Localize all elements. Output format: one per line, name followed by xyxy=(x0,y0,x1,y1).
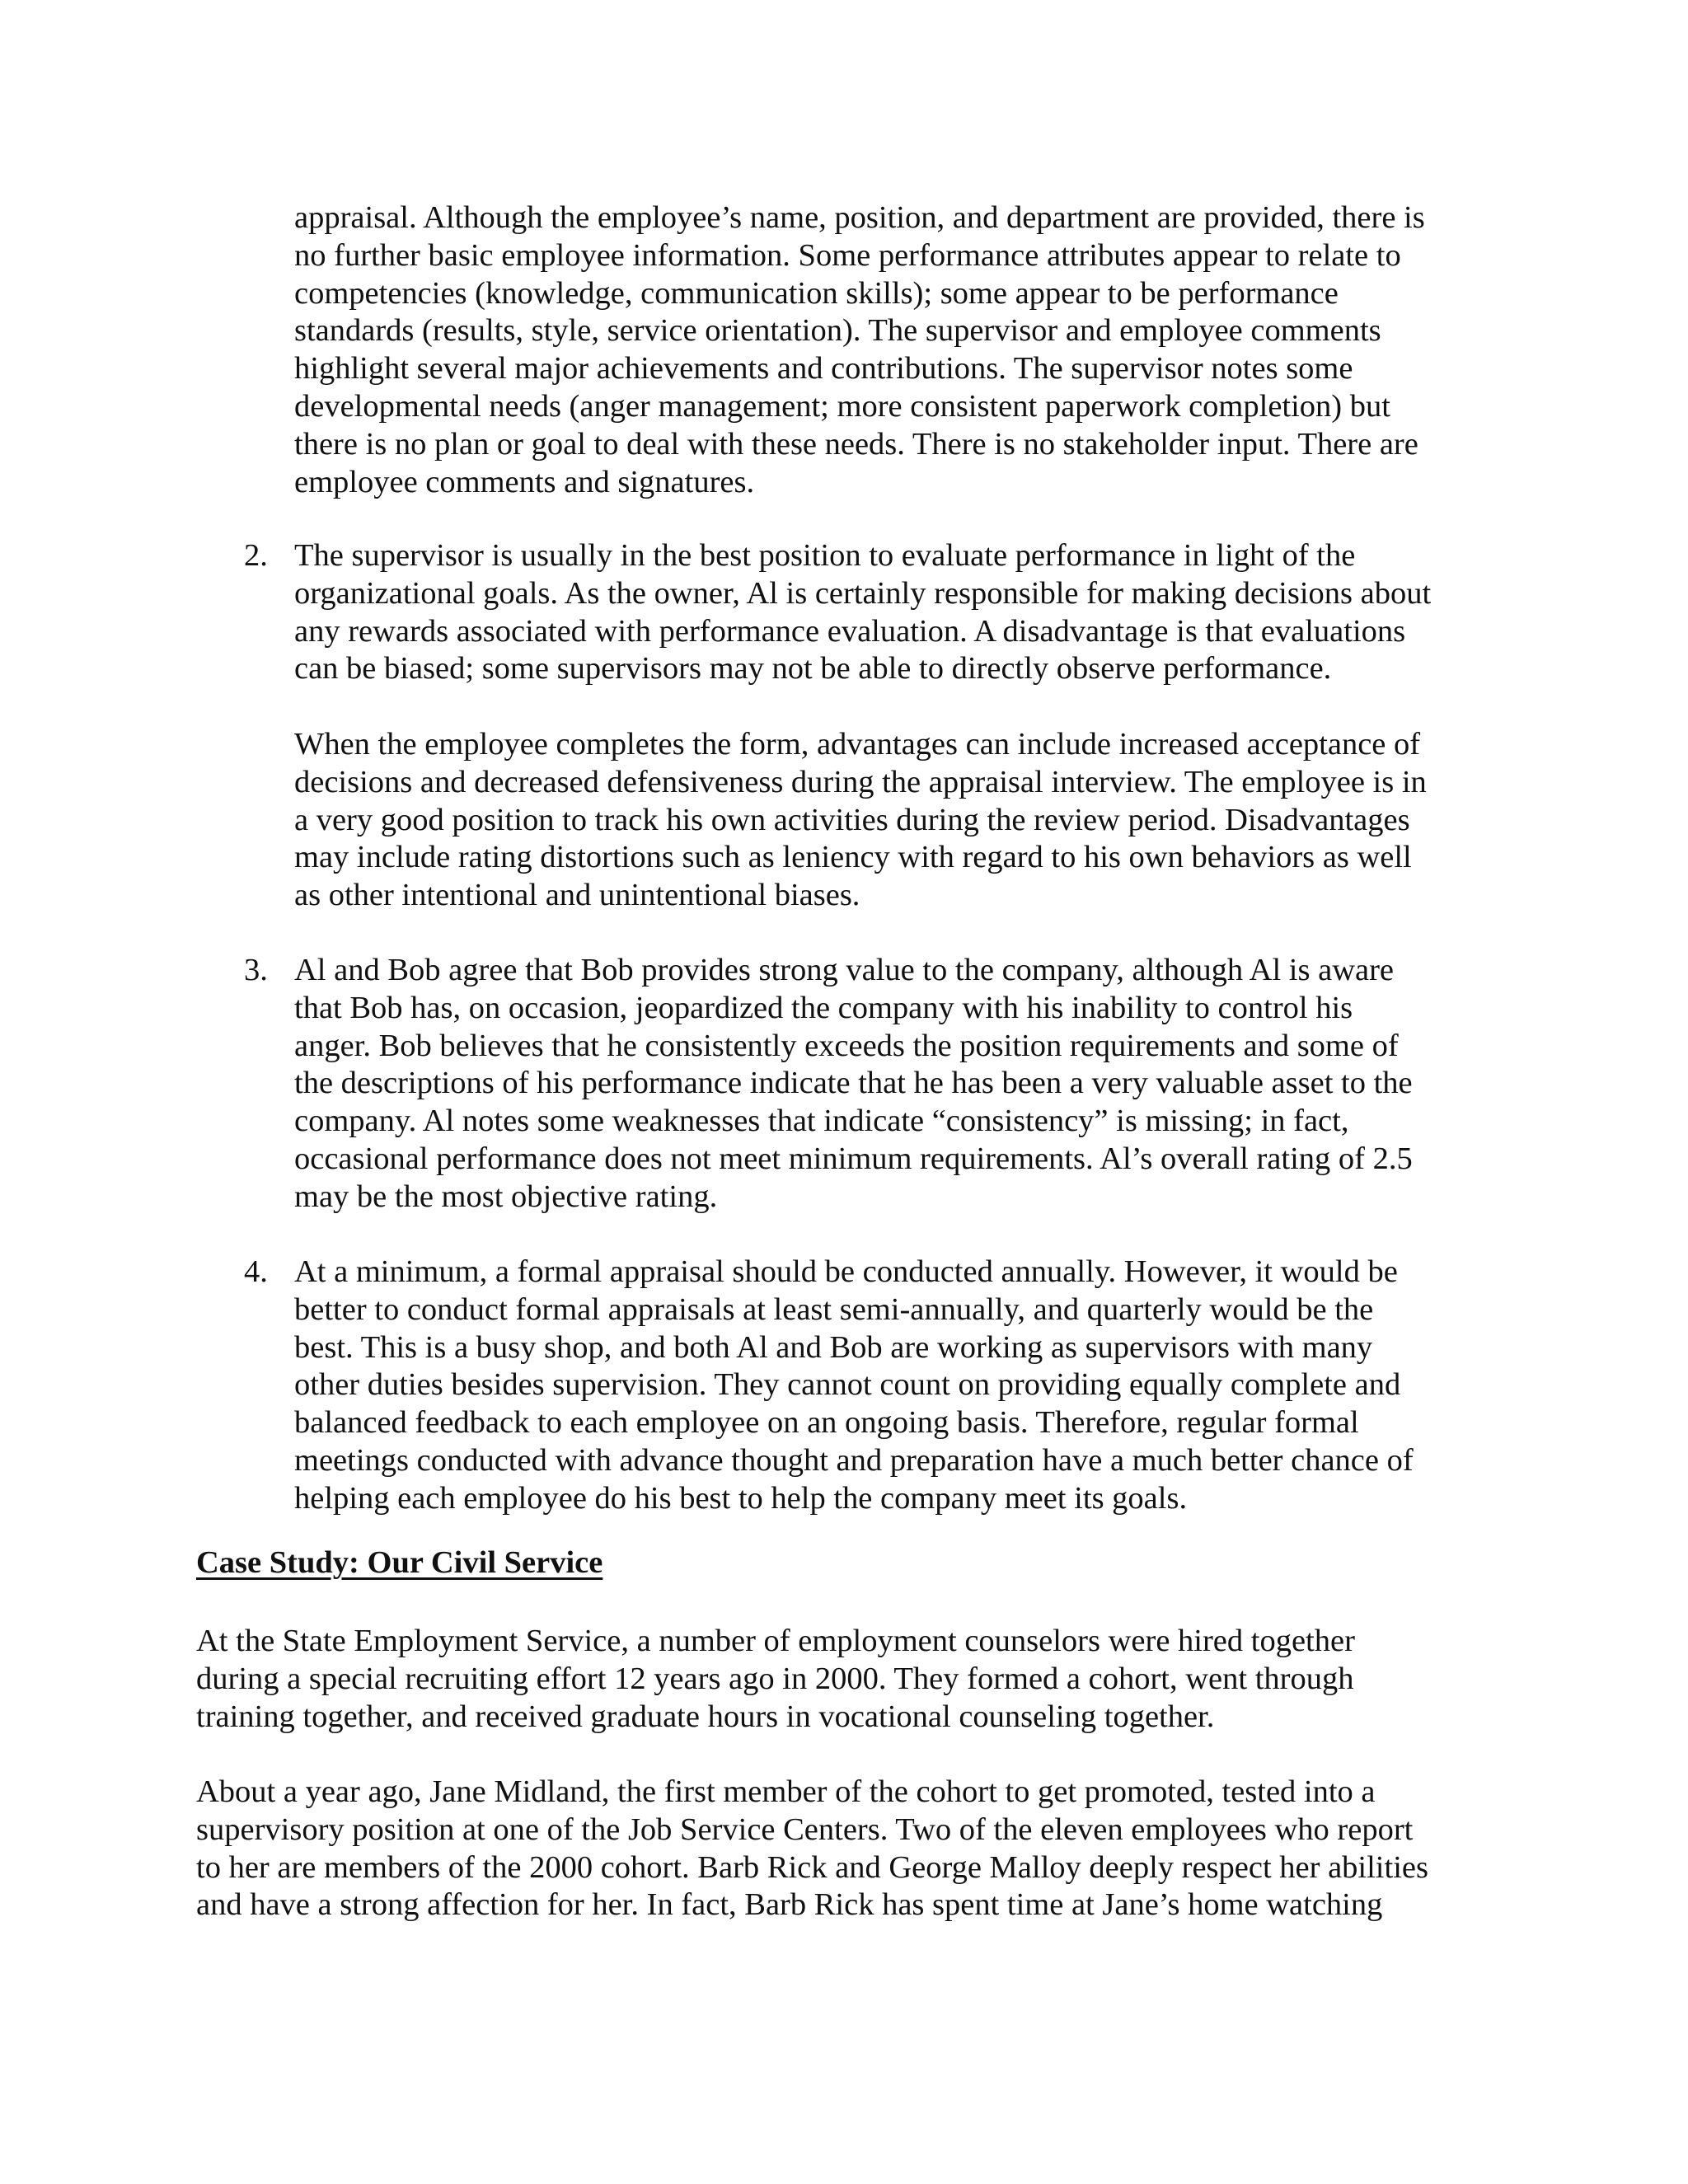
text-line: competencies (knowledge, communication skills); some appear to be performance xyxy=(294,275,1339,311)
text-line: balanced feedback to each employee on an ongoing basis. Therefore, regular formal xyxy=(294,1405,1359,1441)
text-line: there is no plan or goal to deal with these needs. There is no stakeholder input. There are xyxy=(294,426,1418,462)
text-line: Al and Bob agree that Bob provides strong value to the company, although Al is aware xyxy=(294,953,1395,987)
text-line: About a year ago, Jane Midland, the first member of the cohort to get promoted, tested into a xyxy=(196,1774,1376,1809)
text-line: that Bob has, on occasion, jeopardized the company with his inability to control his xyxy=(294,990,1353,1025)
text-line: better to conduct formal appraisals at least semi-annually, and quarterly would be the xyxy=(294,1291,1374,1327)
text-line: company. Al notes some weaknesses that indicate “consistency” is missing; in fact, xyxy=(294,1104,1349,1139)
text-line: during a special recruiting effort 12 years ago in 2000. They formed a cohort, went through xyxy=(196,1661,1354,1696)
list-number-3: 3. xyxy=(244,953,268,987)
text-line: other duties besides supervision. They cannot count on providing equally complete and xyxy=(294,1367,1401,1403)
text-line: appraisal. Although the employee’s name, position, and department are provided, there is xyxy=(294,200,1425,235)
item-4-paragraph xyxy=(294,1254,1414,1518)
text-line: may include rating distortions such as leniency with regard to his own behaviors as well xyxy=(294,840,1412,875)
text-line: occasional performance does not meet minimum requirements. Al’s overall rating of 2.5 xyxy=(294,1141,1413,1176)
text-line: highlight several major achievements and contributions. The supervisor notes some xyxy=(294,351,1353,387)
text-line: organizational goals. As the owner, Al is certainly responsible for making decisions about xyxy=(294,575,1432,611)
text-line: can be biased; some supervisors may not be able to directly observe performance. xyxy=(294,651,1332,687)
list-number-4: 4. xyxy=(244,1254,268,1289)
text-line: decisions and decreased defensiveness during the appraisal interview. The employee is in xyxy=(294,764,1427,799)
text-line: as other intentional and unintentional biases. xyxy=(294,878,860,913)
text-line: At a minimum, a formal appraisal should be conducted annually. However, it would be xyxy=(294,1254,1398,1289)
case-study-paragraph-1 xyxy=(196,1623,1355,1736)
text-line: to her are members of the 2000 cohort. Barb Rick and George Malloy deeply respect her abilities xyxy=(196,1849,1428,1885)
text-line: At the State Employment Service, a number of employment counselors were hired together xyxy=(196,1624,1355,1658)
text-line: a very good position to track his own activities during the review period. Disadvantages xyxy=(294,802,1410,837)
text-line: no further basic employee information. Some performance attributes appear to relate to xyxy=(294,237,1401,273)
item-3-paragraph xyxy=(294,952,1413,1216)
text-line: standards (results, style, service orientation). The supervisor and employee comments xyxy=(294,313,1381,349)
text-line: training together, and received graduate hours in vocational counseling together. xyxy=(196,1699,1215,1734)
appraisal-continuation-paragraph xyxy=(294,199,1425,501)
case-study-heading: Case Study: Our Civil Service xyxy=(196,1545,603,1580)
item-2-paragraph-1 xyxy=(294,537,1431,688)
text-line: best. This is a busy shop, and both Al and Bob are working as supervisors with many xyxy=(294,1329,1373,1365)
text-line: employee comments and signatures. xyxy=(294,464,755,499)
text-line: The supervisor is usually in the best position to evaluate performance in light of the xyxy=(294,538,1356,573)
text-line: supervisory position at one of the Job Service Centers. Two of the eleven employees who report xyxy=(196,1811,1414,1847)
text-line: developmental needs (anger management; more consistent paperwork completion) but xyxy=(294,388,1390,424)
case-study-paragraph-2 xyxy=(196,1774,1428,1924)
list-number-2: 2. xyxy=(244,538,268,573)
text-line: anger. Bob believes that he consistently exceeds the position requirements and some of xyxy=(294,1028,1399,1063)
text-line: and have a strong affection for her. In fact, Barb Rick has spent time at Jane’s home watching xyxy=(196,1887,1383,1923)
text-line: meetings conducted with advance thought and preparation have a much better chance of xyxy=(294,1442,1414,1478)
text-line: helping each employee do his best to help the company meet its goals. xyxy=(294,1480,1188,1516)
item-2-paragraph-2 xyxy=(294,726,1427,915)
text-line: the descriptions of his performance indicate that he has been a very valuable asset to the xyxy=(294,1066,1413,1101)
text-line: may be the most objective rating. xyxy=(294,1179,718,1214)
text-line: any rewards associated with performance evaluation. A disadvantage is that evaluations xyxy=(294,613,1406,649)
text-line: When the employee completes the form, advantages can include increased acceptance of xyxy=(294,727,1421,762)
